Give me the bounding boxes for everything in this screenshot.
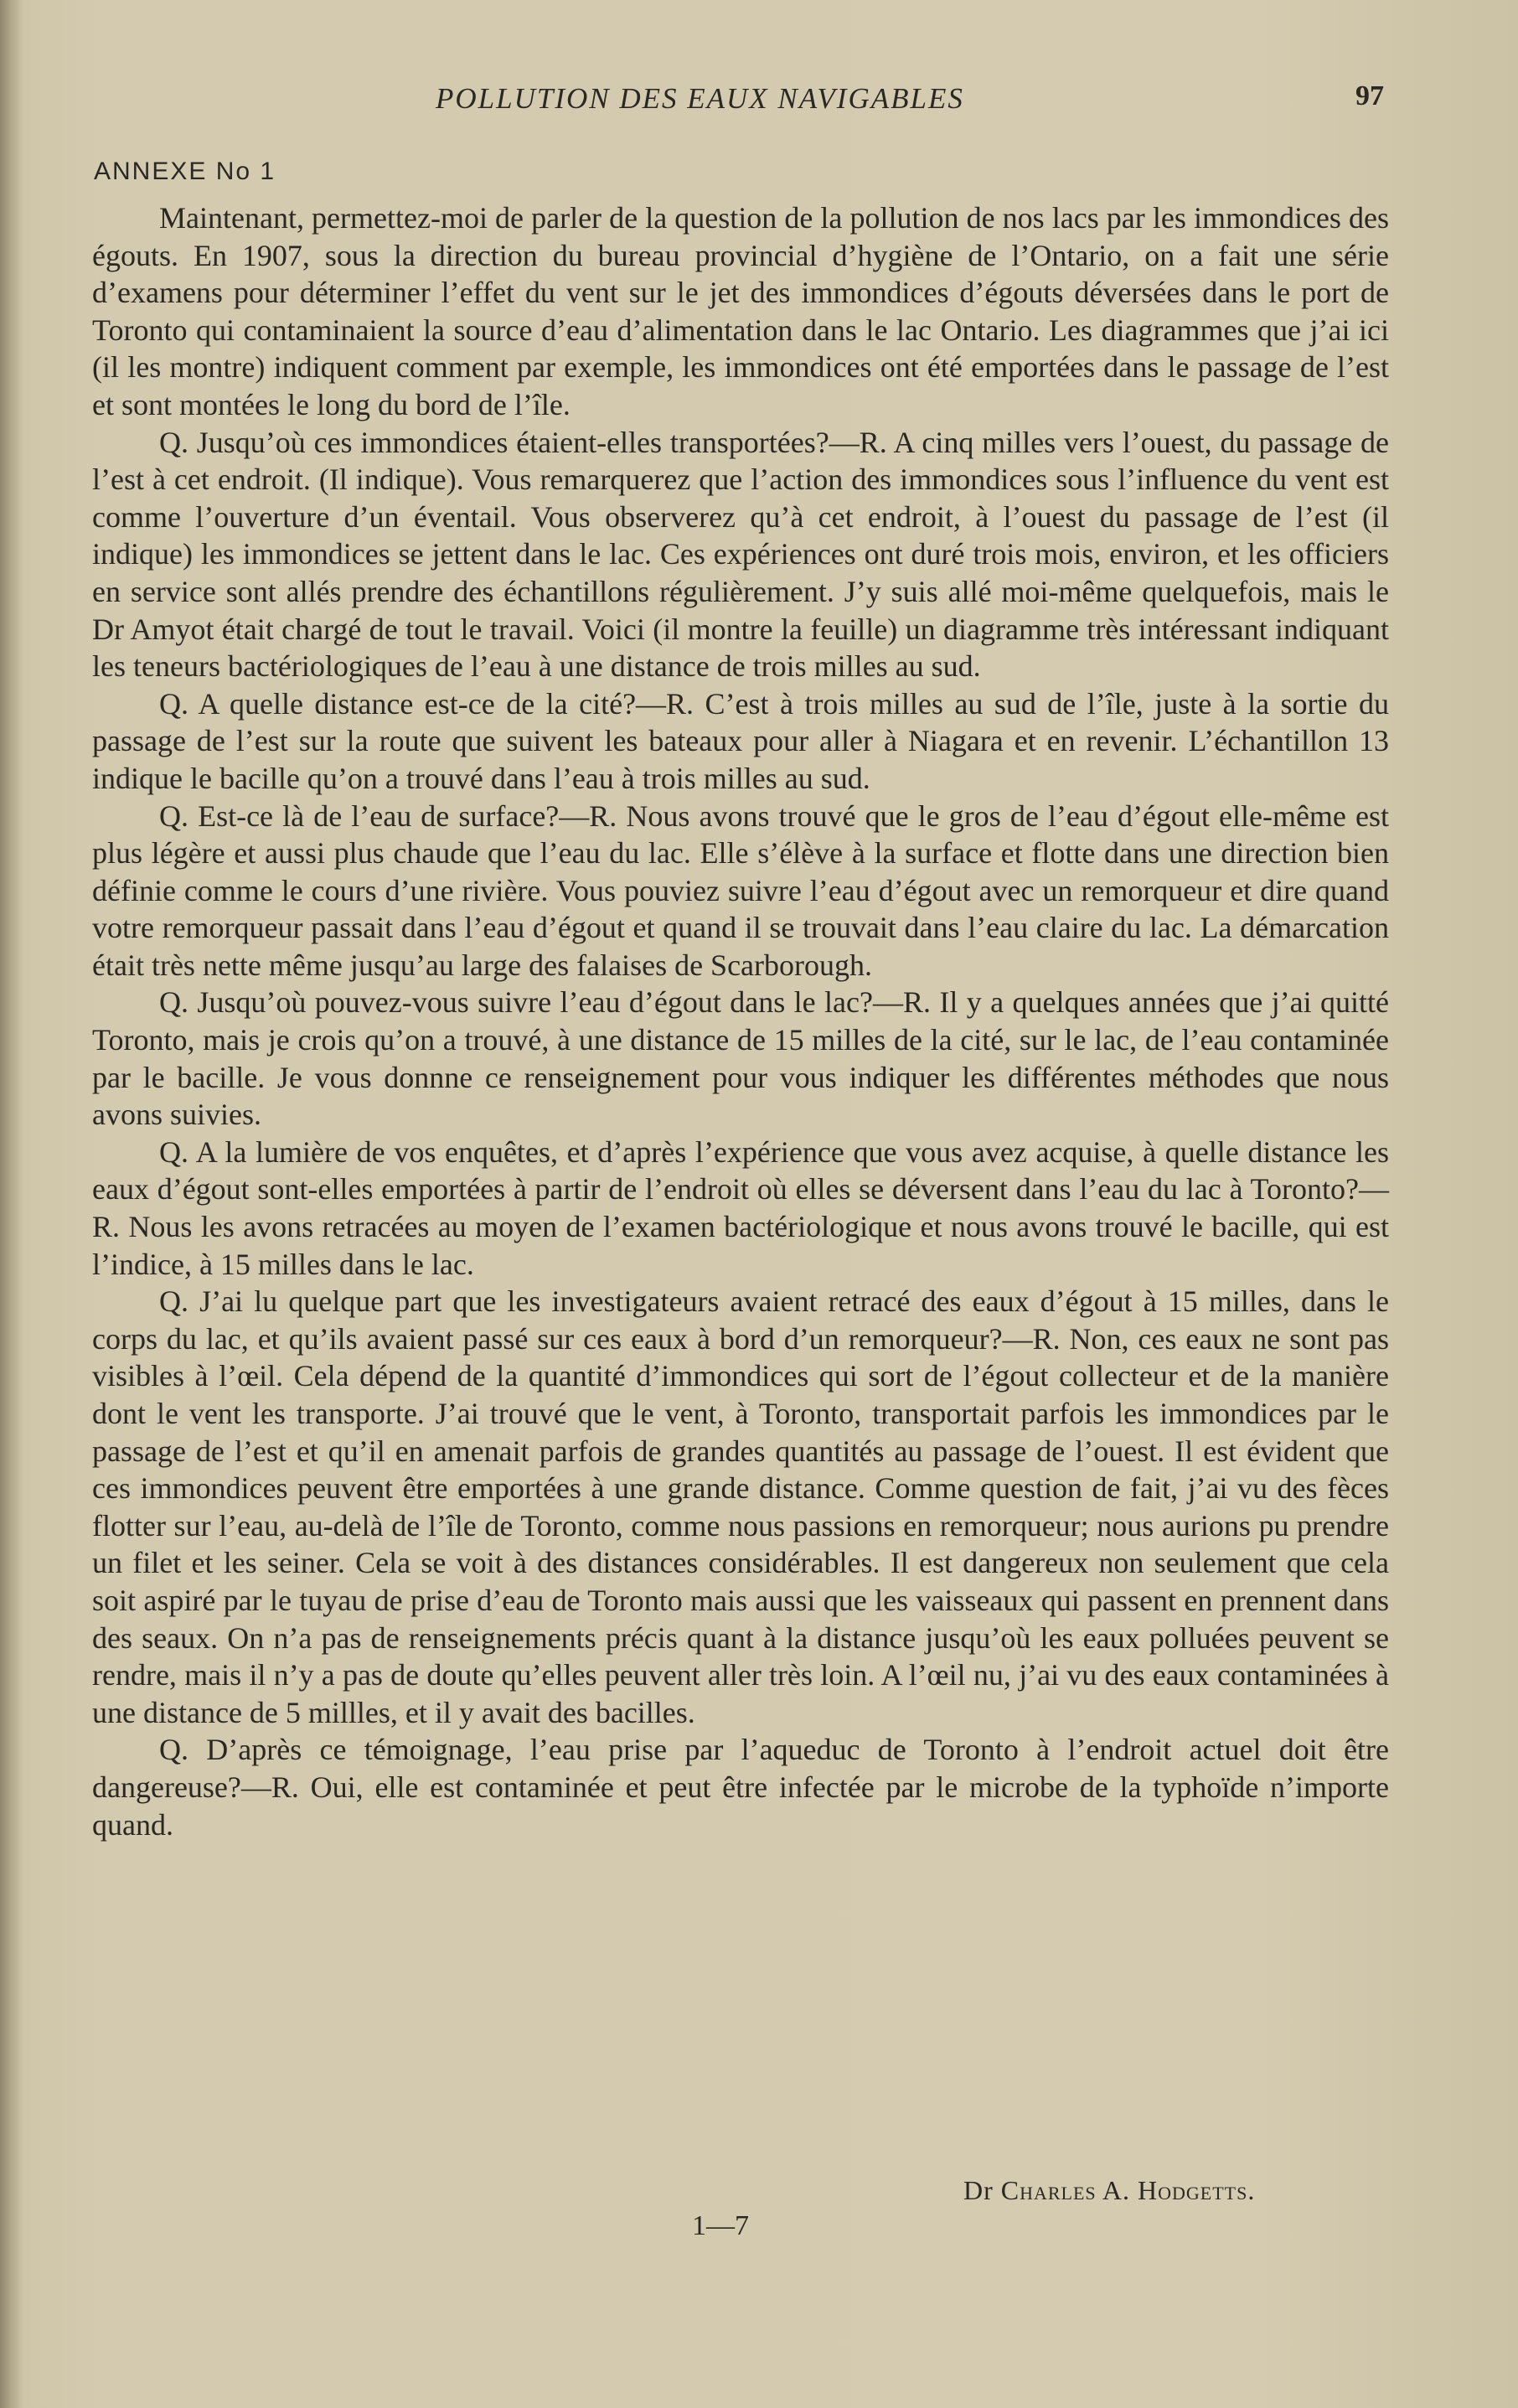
paragraph: Q. J’ai lu quelque part que les investigateurs avaient retracé des eaux d’égout à 15 milles, dans le corps du lac, et qu’ils avaient passé sur ces eaux à bord d’un remorqueur?—R. Non, ces eaux ne sont pas visibles à l’œil. Cela dépend de la quantité d’immondices qui sort de l’égout collecteur et de la manière dont le vent les transporte. J’ai trouvé que le vent, à Toronto, transportait parfois les immondices par le passage de l’est et qu’il en amenait parfois de grandes quantités au passage de l’ouest. Il est évident que ces immondices peuvent être emportées à une grande distance. Comme question de fait, j’ai vu des fèces flotter sur l’eau, au-delà de l’île de Toronto, comme nous passions en remorqueur; nous aurions pu prendre un filet et les seiner. Cela se voit à des distances considérables. Il est dangereux non seulement que cela soit aspiré par le tuyau de prise d’eau de Toronto mais aussi que les vaisseaux qui passent en prennent dans des seaux. On n’a pas de renseignements précis quant à la distance jusqu’où les eaux polluées peuvent se rendre, mais il n’y a pas de doute qu’elles peuvent aller très loin. A l’œil nu, j’ai vu des eaux contaminées à une distance de 5 millles, et il y avait des bacilles. [92, 1284, 1389, 1729]
paragraph: Q. Jusqu’où ces immondices étaient-elles transportées?—R. A cinq milles vers l’ouest, du passage de l’est à cet endroit. (Il indique). Vous remarquerez que l’action des immondices sous l’influence du vent est comme l’ouverture d’un éventail. Vous observerez qu’à cet endroit, à l’ouest du passage de l’est (il indique) les immondices se jettent dans le lac. Ces expériences ont duré trois mois, environ, et les officiers en service sont allés prendre des échantillons régulièrement. J’y suis allé moi-même quelquefois, mais le Dr Amyot était chargé de tout le travail. Voici (il montre la feuille) un diagramme très intéressant indiquant les teneurs bactériologiques de l’eau à une distance de trois milles au sud. [92, 425, 1389, 684]
body-text [92, 199, 1389, 1843]
annex-label: ANNEXE No 1 [94, 158, 276, 185]
paragraph: Maintenant, permettez-moi de parler de la question de la pollution de nos lacs par les immondices des égouts. En 1907, sous la direction du bureau provincial d’hygiène de l’Ontario, on a fait une série d’examens pour déterminer l’effet du vent sur le jet des immondices d’égouts déversées dans le port de Toronto qui contaminaient la source d’eau d’alimentation dans le lac Ontario. Les diagrammes que j’ai ici (il les montre) indiquent comment par exemple, les immondices ont été emportées dans le passage de l’est et sont montées le long du bord de l’île. [92, 201, 1389, 421]
paragraph: Q. A quelle distance est-ce de la cité?—R. C’est à trois milles au sud de l’île, juste à la sortie du passage de l’est sur la route que suivent les bateaux pour aller à Niagara et en revenir. L’échantillon 13 indique le bacille qu’on a trouvé dans l’eau à trois milles au sud. [92, 686, 1389, 795]
running-head [0, 82, 1518, 122]
page-number: 97 [1355, 80, 1384, 111]
binding-edge [0, 0, 22, 2408]
paragraph: Q. Est-ce là de l’eau de surface?—R. Nous avons trouvé que le gros de l’eau d’égout elle-même est plus légère et aussi plus chaude que l’eau du lac. Elle s’élève à la surface et flotte dans une direction bien définie comme le cours d’une rivière. Vous pouviez suivre l’eau d’égout avec un remorqueur et dire quand votre remorqueur passait dans l’eau d’égout et quand il se trouvait dans l’eau claire du lac. La démarcation était très nette même jusqu’au large des falaises de Scarborough. [92, 798, 1389, 982]
running-title: POLLUTION DES EAUX NAVIGABLES [436, 82, 964, 115]
footer-signature-mark: 1—7 [692, 2210, 749, 2241]
paragraph: Q. A la lumière de vos enquêtes, et d’après l’expérience que vous avez acquise, à quelle distance les eaux d’égout sont-elles emportées à partir de l’endroit où elles se déversent dans l’eau du lac à Toronto?—R. Nous les avons retracées au moyen de l’examen bactériologique et nous avons trouvé le bacille, qui est l’indice, à 15 milles dans le lac. [92, 1134, 1389, 1281]
paragraph: Q. Jusqu’où pouvez-vous suivre l’eau d’égout dans le lac?—R. Il y a quelques années que j’ai quitté Toronto, mais je crois qu’on a trouvé, à une distance de 15 milles de la cité, sur le lac, de l’eau contaminée par le bacille. Je vous donnne ce renseignement pour vous indiquer les différentes méthodes que nous avons suivies. [92, 985, 1389, 1132]
signature [963, 2175, 1255, 2206]
signature-prefix: Dr [963, 2175, 994, 2205]
signature-name: Charles A. Hodgetts. [1000, 2175, 1256, 2205]
paragraph: Q. D’après ce témoignage, l’eau prise par l’aqueduc de Toronto à l’endroit actuel doit être dangereuse?—R. Oui, elle est contaminée et peut être infectée par le microbe de la typhoïde n’importe quand. [92, 1733, 1389, 1842]
